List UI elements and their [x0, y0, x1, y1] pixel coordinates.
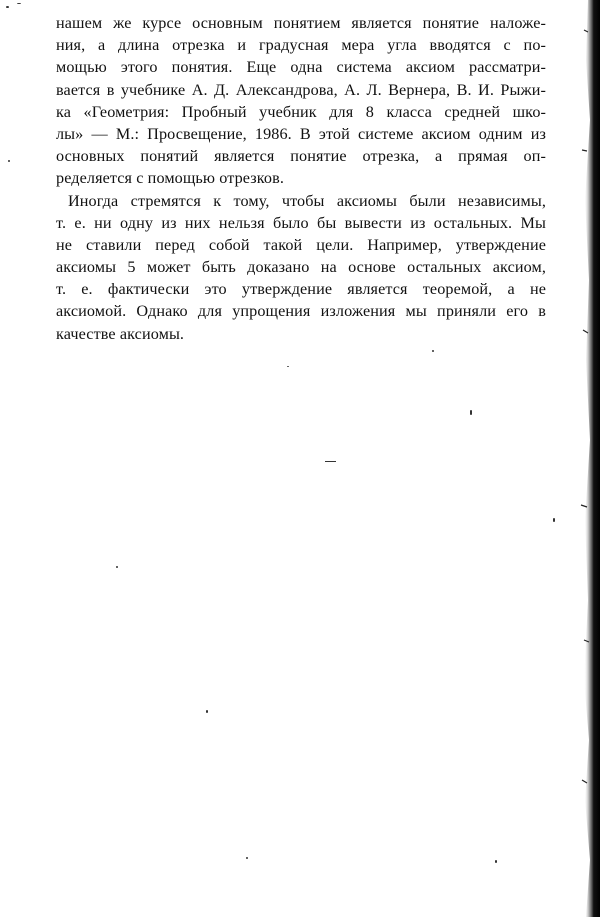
text-line: ределяется с помощью отрезков. — [56, 169, 284, 188]
scan-speck — [495, 860, 497, 863]
paragraph-2 — [56, 190, 546, 345]
text-line: лы» — М.: Просвещение, 1986. В этой системе аксиом одним из — [56, 124, 546, 143]
scan-speck — [470, 410, 472, 415]
text-line: аксиомой. Однако для упрощения изложения мы приняли его в — [56, 302, 546, 321]
scan-edge-shadow — [566, 0, 600, 917]
scan-speck — [116, 566, 118, 568]
scan-speck — [287, 366, 289, 367]
text-line: аксиомы 5 может быть доказано на основе остальных аксиом, — [56, 258, 546, 277]
scan-speck — [553, 518, 555, 522]
scan-speck — [6, 6, 9, 8]
paragraph-1 — [56, 12, 546, 190]
text-line: т. е. фактически это утверждение является теоремой, а не — [56, 280, 546, 299]
text-line: т. е. ни одну из них нельзя было бы вывести из остальных. Мы — [56, 213, 546, 232]
text-line: не ставили перед собой такой цели. Например, утверждение — [56, 235, 546, 254]
scan-speck — [206, 710, 208, 713]
text-line: качестве аксиомы. — [56, 324, 185, 343]
scan-speck — [17, 3, 21, 4]
scan-speck — [246, 857, 248, 859]
text-line: мощью этого понятия. Еще одна система аксиом рассматри- — [56, 58, 546, 77]
text-line: ния, а длина отрезка и градусная мера угла вводятся с по- — [56, 36, 546, 55]
text-line: нашем же курсе основным понятием является понятие наложе- — [56, 14, 546, 32]
body-text — [56, 12, 546, 345]
text-line: основных понятий является понятие отрезка, а прямая оп- — [56, 147, 546, 166]
text-line: ка «Геометрия: Пробный учебник для 8 класса средней шко- — [56, 102, 546, 121]
scan-speck — [432, 350, 434, 352]
scan-speck — [325, 461, 336, 462]
scan-speck — [8, 160, 10, 162]
text-line: вается в учебнике А. Д. Александрова, А. Л. Вернера, В. И. Рыжи- — [56, 80, 546, 99]
text-line: Иногда стремятся к тому, чтобы аксиомы были независимы, — [68, 191, 546, 210]
